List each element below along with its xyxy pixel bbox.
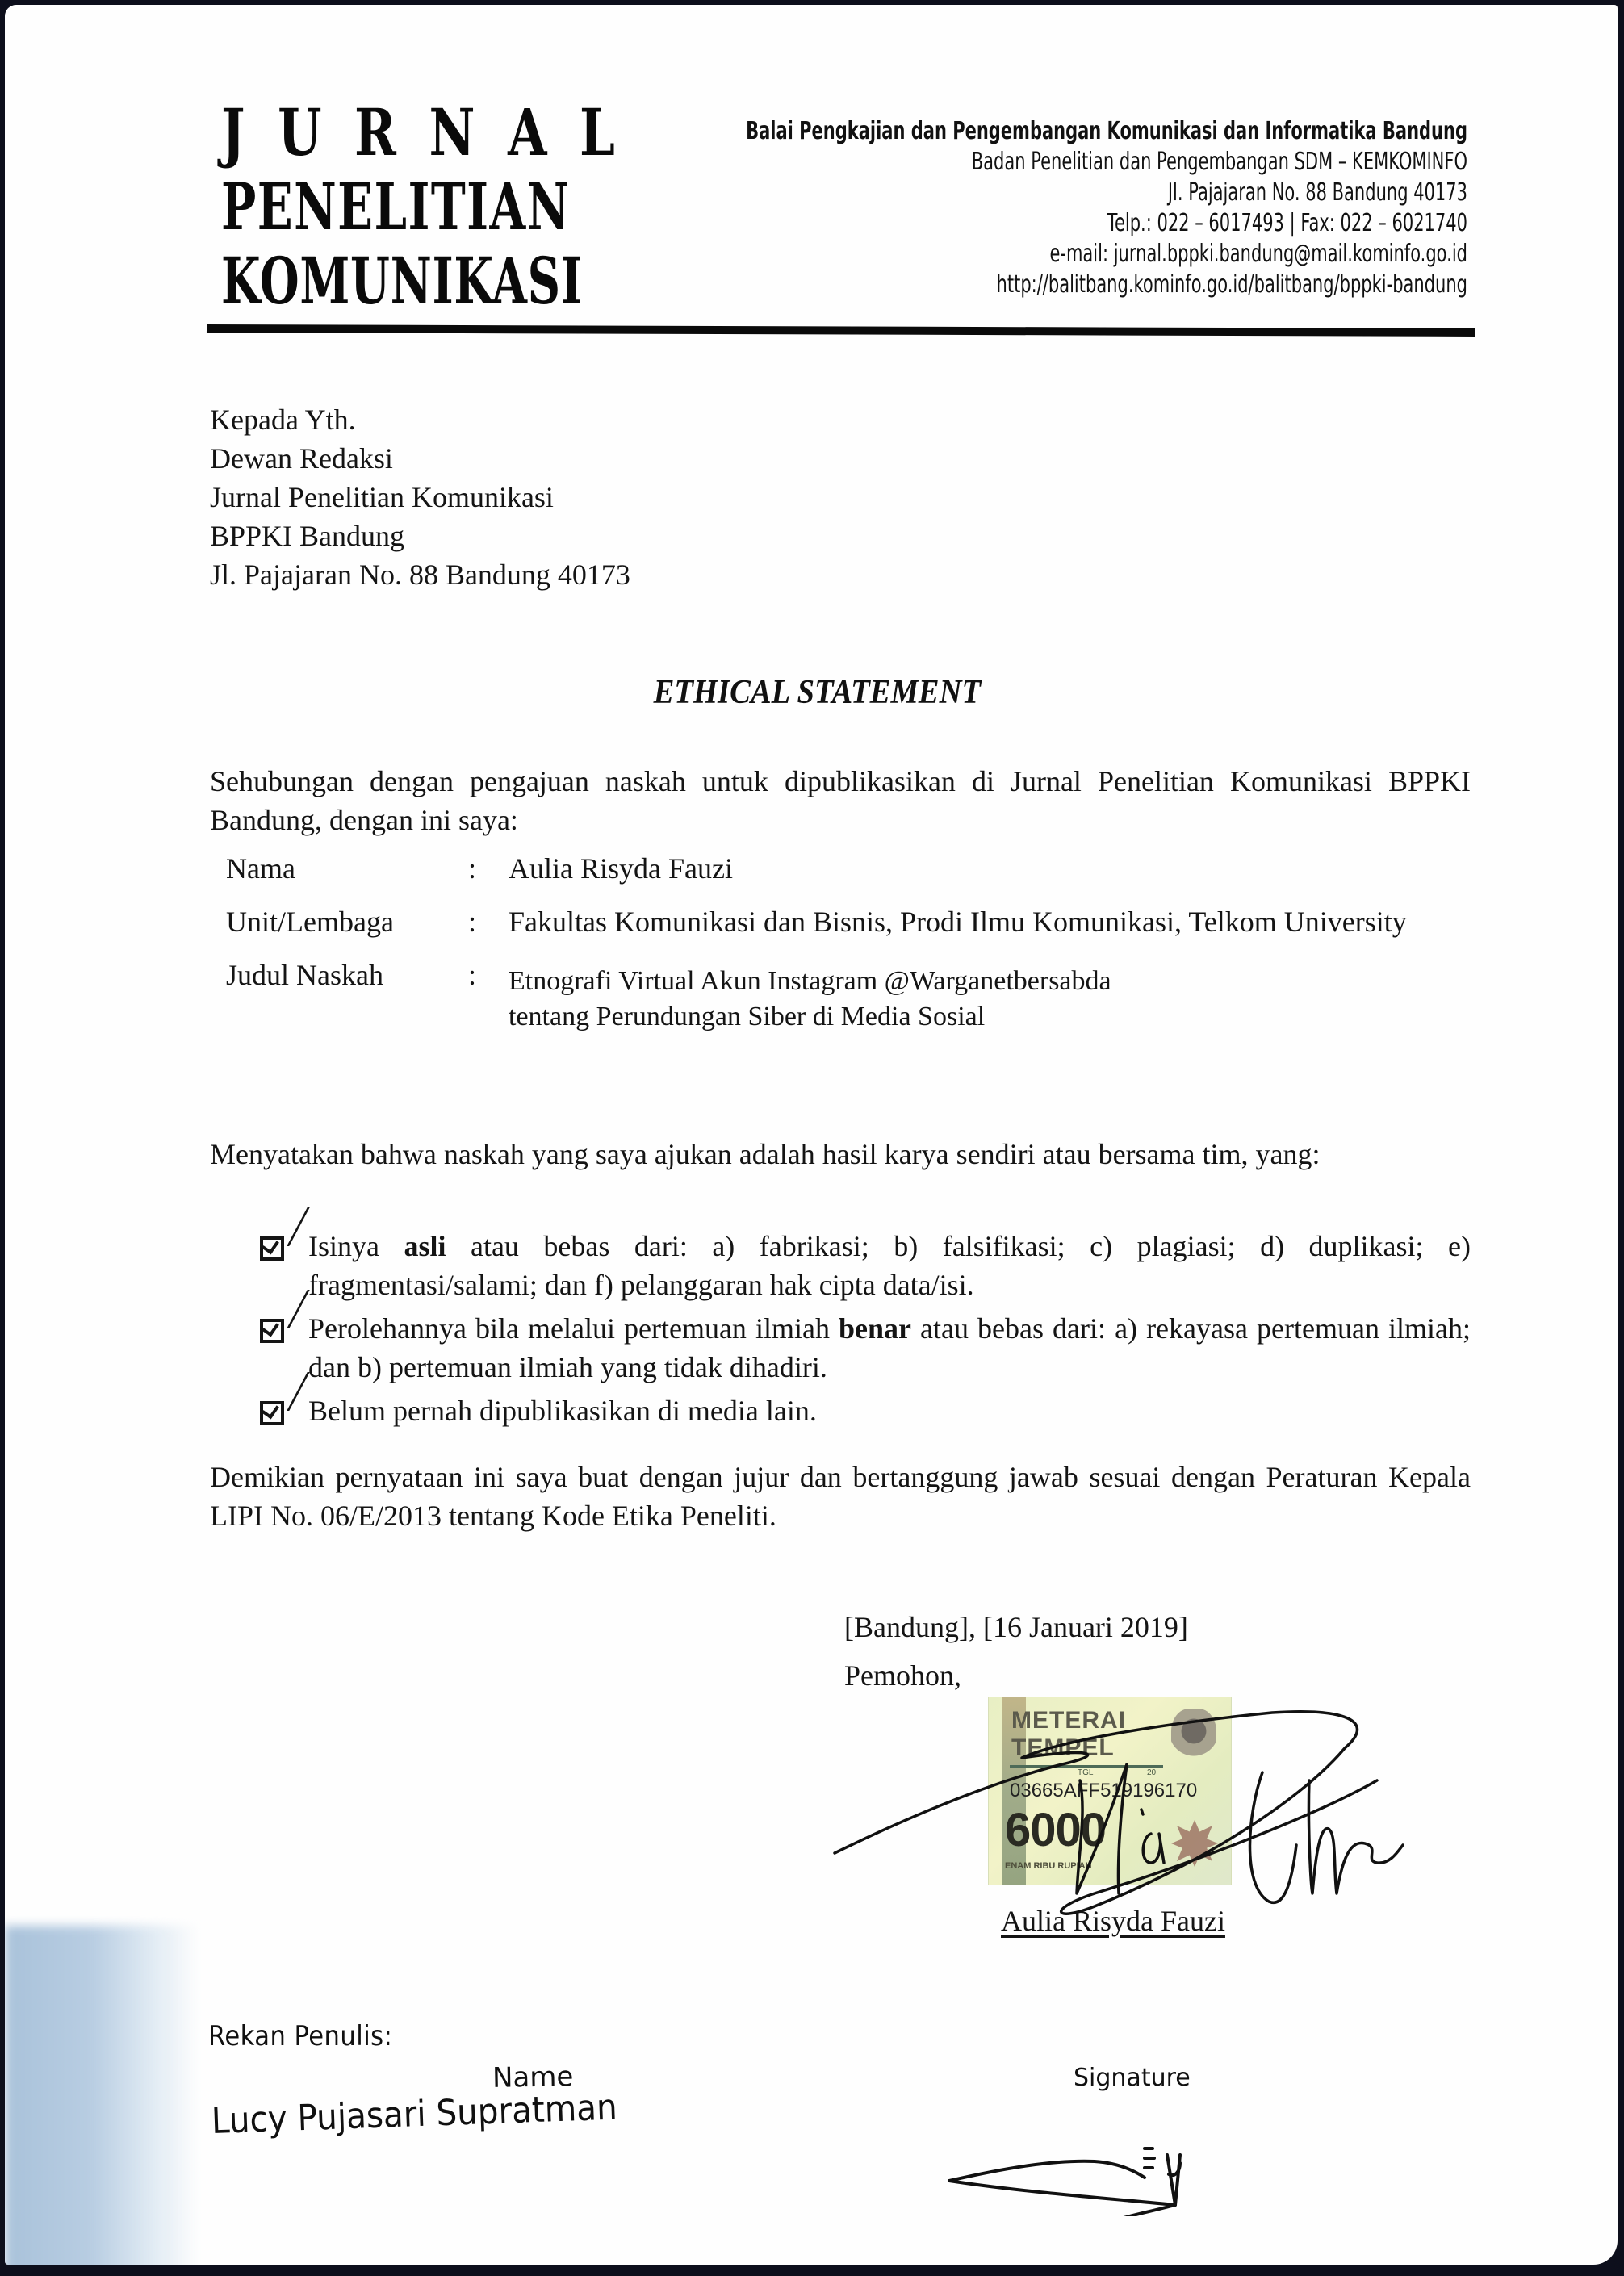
checklist-text: Isinya: [308, 1230, 404, 1262]
field-value: [509, 956, 1485, 1035]
field-value-line: tentang Perundungan Siber di Media Sosial: [509, 1002, 986, 1031]
field-colon: :: [468, 959, 477, 991]
field-label: Judul Naskah: [226, 959, 383, 991]
scan-shadow: [5, 1926, 199, 2265]
institution-block: [437, 116, 1467, 300]
intro-paragraph: Sehubungan dengan pengajuan naskah untuk dipublikasikan di Jurnal Penelitian Komunikasi BPPKI Bandung, dengan ini saya:: [210, 765, 1471, 836]
checklist-item: [260, 1309, 1471, 1387]
header-divider: [207, 324, 1475, 337]
coauthor-label: Rekan Penulis:: [208, 2020, 393, 2052]
stamp-value-words: ENAM RIBU RUPIAH: [1005, 1861, 1092, 1871]
stamp-value: 6000: [1005, 1804, 1107, 1856]
stamp-small-label: TGL: [1078, 1768, 1094, 1777]
checklist-text: Perolehannya bila melalui pertemuan ilmiah: [308, 1312, 839, 1345]
signature-stroke: [1141, 1810, 1164, 1863]
place-date: [Bandung], [16 Januari 2019]: [844, 1611, 1188, 1643]
masthead-line-3: KOMUNIKASI: [221, 243, 583, 319]
field-label: Unit/Lembaga: [226, 906, 394, 938]
heading-text: ETHICAL STATEMENT: [653, 674, 981, 711]
signature-stroke: [1077, 1764, 1127, 1893]
field-value-line: Fakultas Komunikasi dan Bisnis, Prodi Ilmu Komunikasi, Telkom University: [509, 906, 1407, 938]
checklist-bold: asli: [404, 1230, 446, 1262]
signer-name: Aulia Risyda Fauzi: [1001, 1905, 1225, 1937]
signature-stroke: [1250, 1772, 1404, 1902]
masthead-line-2: PENELITIAN: [221, 169, 571, 245]
institution-phone-fax: Telp.: 022 – 6017493 | Fax: 022 – 6021740: [1107, 209, 1467, 237]
coauthor-name: Lucy Pujasari Supratman: [211, 2086, 618, 2142]
masthead-line-1: JURNAL: [221, 94, 648, 170]
signature-stroke: [835, 1712, 1377, 1914]
checklist-text: atau bebas dari: a) fabrikasi; b) falsifikasi; c) plagiasi; d) duplikasi; e) fragmentasi/salami; dan f) pelanggaran hak cipta data/isi.: [308, 1230, 1471, 1301]
field-value: [509, 849, 1485, 888]
checklist-text: Belum pernah dipublikasikan di media lain.: [308, 1395, 817, 1427]
document-page: [5, 5, 1618, 2265]
field-value: [509, 902, 1485, 941]
field-colon: :: [468, 852, 477, 885]
checklist-bold: benar: [839, 1312, 911, 1345]
stamp-serial: 03665AFF519196170: [1010, 1780, 1198, 1801]
recipient-address: [210, 400, 630, 594]
signature-stroke: [1145, 2148, 1154, 2168]
coauthor-name-hint: Name: [492, 2061, 574, 2094]
field-label: Nama: [226, 852, 295, 885]
institution-website: http://balitbang.kominfo.go.id/balitbang/bppki-bandung: [996, 270, 1467, 299]
field-row-institution: [226, 902, 1485, 941]
recipient-line: Jurnal Penelitian Komunikasi: [210, 481, 554, 513]
coauthor-signature: [933, 2103, 1208, 2216]
field-row-title: [226, 956, 1485, 1035]
handwritten-tick-icon: [267, 1207, 310, 1246]
signature-stroke: [949, 2161, 1145, 2181]
signature-stroke: [949, 2155, 1180, 2216]
agency-name: Badan Penelitian dan Pengembangan SDM – KEMKOMINFO: [971, 148, 1467, 176]
checklist-text: atau bebas dari: a) rekayasa pertemuan ilmiah; dan b) pertemuan ilmiah yang tidak dihadiri.: [308, 1312, 1471, 1383]
checklist-item: [260, 1227, 1471, 1304]
closing-paragraph: Demikian pernyataan ini saya buat dengan jujur dan bertanggung jawab sesuai dengan Peraturan Kepala LIPI No. 06/E/2013 tentang Kode Etika Peneliti.: [210, 1461, 1471, 1532]
stamp-title-line: TEMPEL: [1011, 1734, 1115, 1761]
institution-name: Balai Pengkajian dan Pengembangan Komunikasi dan Informatika Bandung: [746, 117, 1467, 145]
stamp-small-label: 20: [1147, 1768, 1157, 1777]
institution-address: Jl. Pajajaran No. 88 Bandung 40173: [1167, 178, 1467, 207]
declaration-checklist: [260, 1227, 1471, 1435]
identity-fields: [226, 849, 1485, 1049]
applicant-label: Pemohon,: [844, 1659, 962, 1692]
field-value-line: Etnografi Virtual Akun Instagram @Warganetbersabda: [509, 966, 1111, 996]
coauthor-signature-hint: Signature: [1074, 2064, 1191, 2092]
field-row-name: [226, 849, 1485, 888]
recipient-line: Jl. Pajajaran No. 88 Bandung 40173: [210, 559, 630, 591]
checklist-item: [260, 1391, 1471, 1430]
stamp-title-line: METERAI: [1011, 1707, 1126, 1734]
recipient-line: Kepada Yth.: [210, 404, 356, 436]
field-colon: :: [468, 906, 477, 938]
document-heading: [5, 672, 1618, 713]
field-value-line: Aulia Risyda Fauzi: [509, 852, 733, 885]
declaration-paragraph: Menyatakan bahwa naskah yang saya ajukan adalah hasil karya sendiri atau bersama tim, yang:: [210, 1138, 1321, 1170]
recipient-line: Dewan Redaksi: [210, 442, 393, 475]
recipient-line: BPPKI Bandung: [210, 520, 405, 552]
institution-email: e-mail: jurnal.bppki.bandung@mail.kominfo.go.id: [1049, 240, 1467, 268]
